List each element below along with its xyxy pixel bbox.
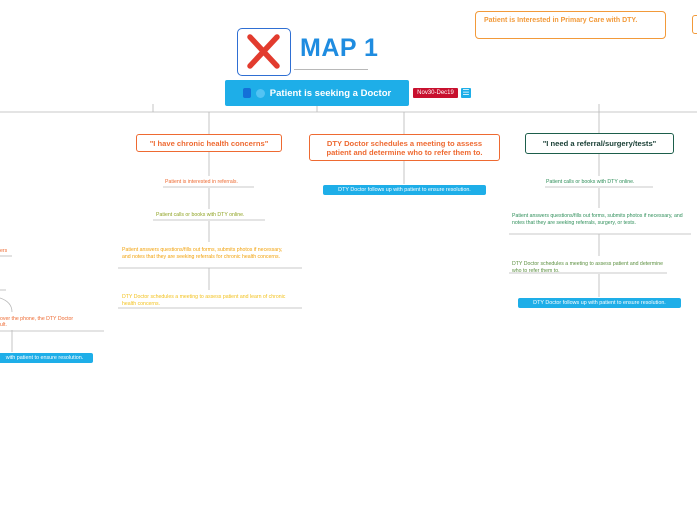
chronic-step-4[interactable]: DTY Doctor schedules a meeting to assess patient and learn of chronic health concerns. [122, 294, 286, 307]
referral-step-2[interactable]: Patient answers questions/fills out forms, submits photos if necessary, and notes that they are seeking referrals, surgery, or tests. [512, 213, 683, 226]
assess-followup-label: DTY Doctor follows up with patient to ensure resolution. [338, 187, 471, 193]
branch-chronic[interactable] [136, 134, 282, 152]
left-fragment-phone-1: over the phone, the DTY Doctor [0, 316, 74, 322]
left-followup-node[interactable] [0, 353, 93, 363]
note-icon[interactable]: ☰ [462, 88, 470, 97]
branch-assess[interactable] [309, 134, 500, 161]
info-note-text: Patient is Interested in Primary Care with DTY. [484, 17, 638, 24]
map-logo [237, 28, 291, 76]
title-underline [294, 69, 368, 70]
chronic-step-1[interactable]: Patient is interested in referrals. [165, 179, 238, 185]
branch-referral-label: "I need a referral/surgery/tests" [542, 139, 657, 148]
left-followup-label: with patient to ensure resolution. [5, 355, 84, 361]
offscreen-note-edge [692, 15, 697, 34]
root-topic[interactable] [225, 80, 409, 106]
root-topic-label: Patient is seeking a Doctor [269, 87, 392, 99]
referral-step-1[interactable]: Patient calls or books with DTY online. [546, 179, 635, 185]
referral-followup-node[interactable] [518, 298, 681, 308]
map-title: MAP 1 [300, 34, 379, 62]
map-pin-icon [243, 88, 251, 98]
left-fragment-top: ers [0, 248, 8, 254]
red-x-icon [238, 29, 289, 74]
referral-step-3[interactable]: DTY Doctor schedules a meeting to assess patient and determine who to refer them to. [512, 261, 663, 274]
info-note[interactable] [475, 11, 666, 39]
branch-assess-label: DTY Doctor schedules a meeting to assess patient and determine who to refer them to. [326, 138, 483, 157]
date-badge: Nov30-Dec19 [413, 88, 458, 98]
blue-dot-icon [256, 89, 265, 98]
left-fragment-phone-2: ult. [0, 322, 7, 328]
branch-referral[interactable] [525, 133, 674, 154]
chronic-step-2[interactable]: Patient calls or books with DTY online. [156, 212, 245, 218]
referral-followup-label: DTY Doctor follows up with patient to ensure resolution. [533, 300, 666, 306]
branch-chronic-label: "I have chronic health concerns" [149, 138, 269, 148]
chronic-step-3[interactable]: Patient answers questions/fills out forms, submits photos if necessary, and notes that they are seeking referrals for chronic health concerns. [122, 247, 283, 260]
assess-followup-node[interactable] [323, 185, 486, 195]
